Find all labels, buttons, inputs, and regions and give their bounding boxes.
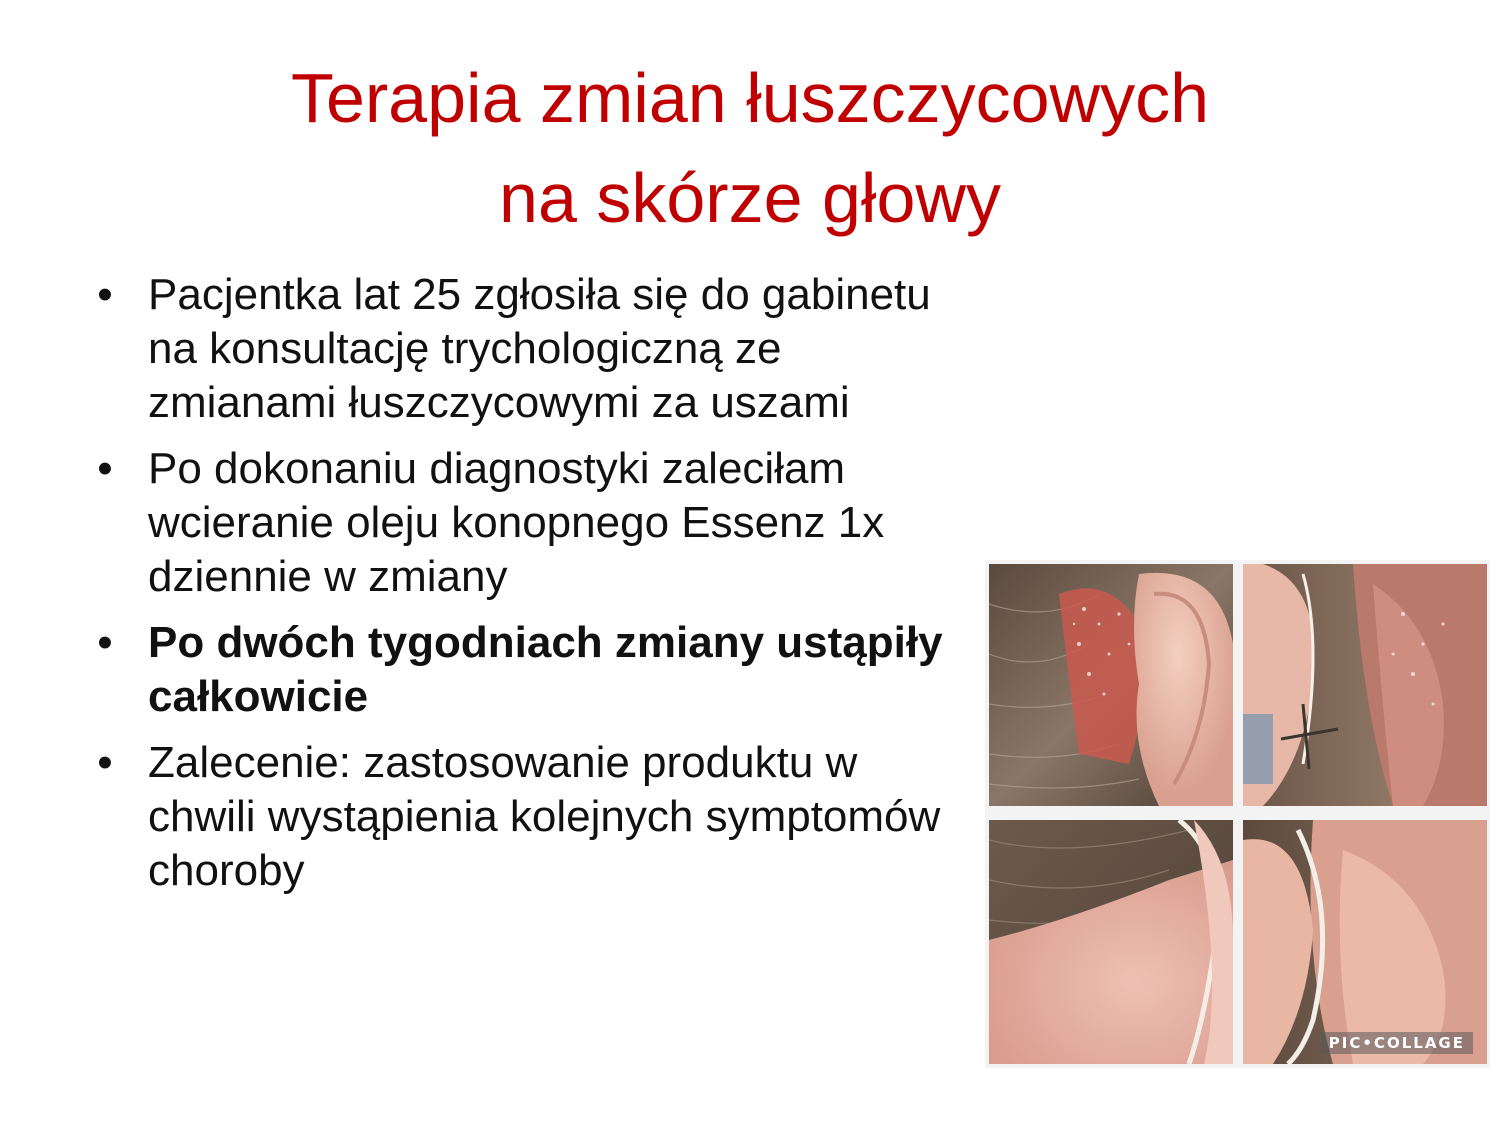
bullet-icon: • [97, 270, 113, 319]
bullet-text: Po dokonaniu diagnostyki zaleciłam wcieranie oleju konopnego Essenz 1x dziennie w zmiany [148, 444, 885, 601]
bullet-item [90, 268, 970, 430]
photo-collage [985, 560, 1490, 1068]
photo-before-1 [989, 564, 1233, 806]
bullet-icon: • [97, 738, 113, 787]
bullet-text: Zalecenie: zastosowanie produktu w chwili wystąpienia kolejnych symptomów choroby [148, 738, 941, 895]
bullet-item [90, 442, 970, 604]
slide-title-line-1: Terapia zmian łuszczycowych [290, 59, 1210, 137]
slide-title-line-2: na skórze głowy [499, 159, 1001, 237]
bullet-item [90, 736, 970, 898]
bullet-icon: • [97, 444, 113, 493]
bullet-list [90, 268, 970, 910]
bullet-item [90, 616, 970, 724]
photo-after-2 [1243, 820, 1487, 1064]
photo-after-1 [989, 820, 1233, 1064]
bullet-text: Pacjentka lat 25 zgłosiła się do gabinetu na konsultację trychologiczną ze zmianami łuszczycowymi za uszami [148, 270, 931, 427]
bullet-icon: • [97, 618, 113, 667]
slide-title [150, 48, 1350, 248]
pic-collage-watermark: PIC•COLLAGE [1321, 1032, 1473, 1054]
bullet-text: Po dwóch tygodniach zmiany ustąpiły całkowicie [148, 618, 943, 721]
photo-before-2 [1243, 564, 1487, 806]
